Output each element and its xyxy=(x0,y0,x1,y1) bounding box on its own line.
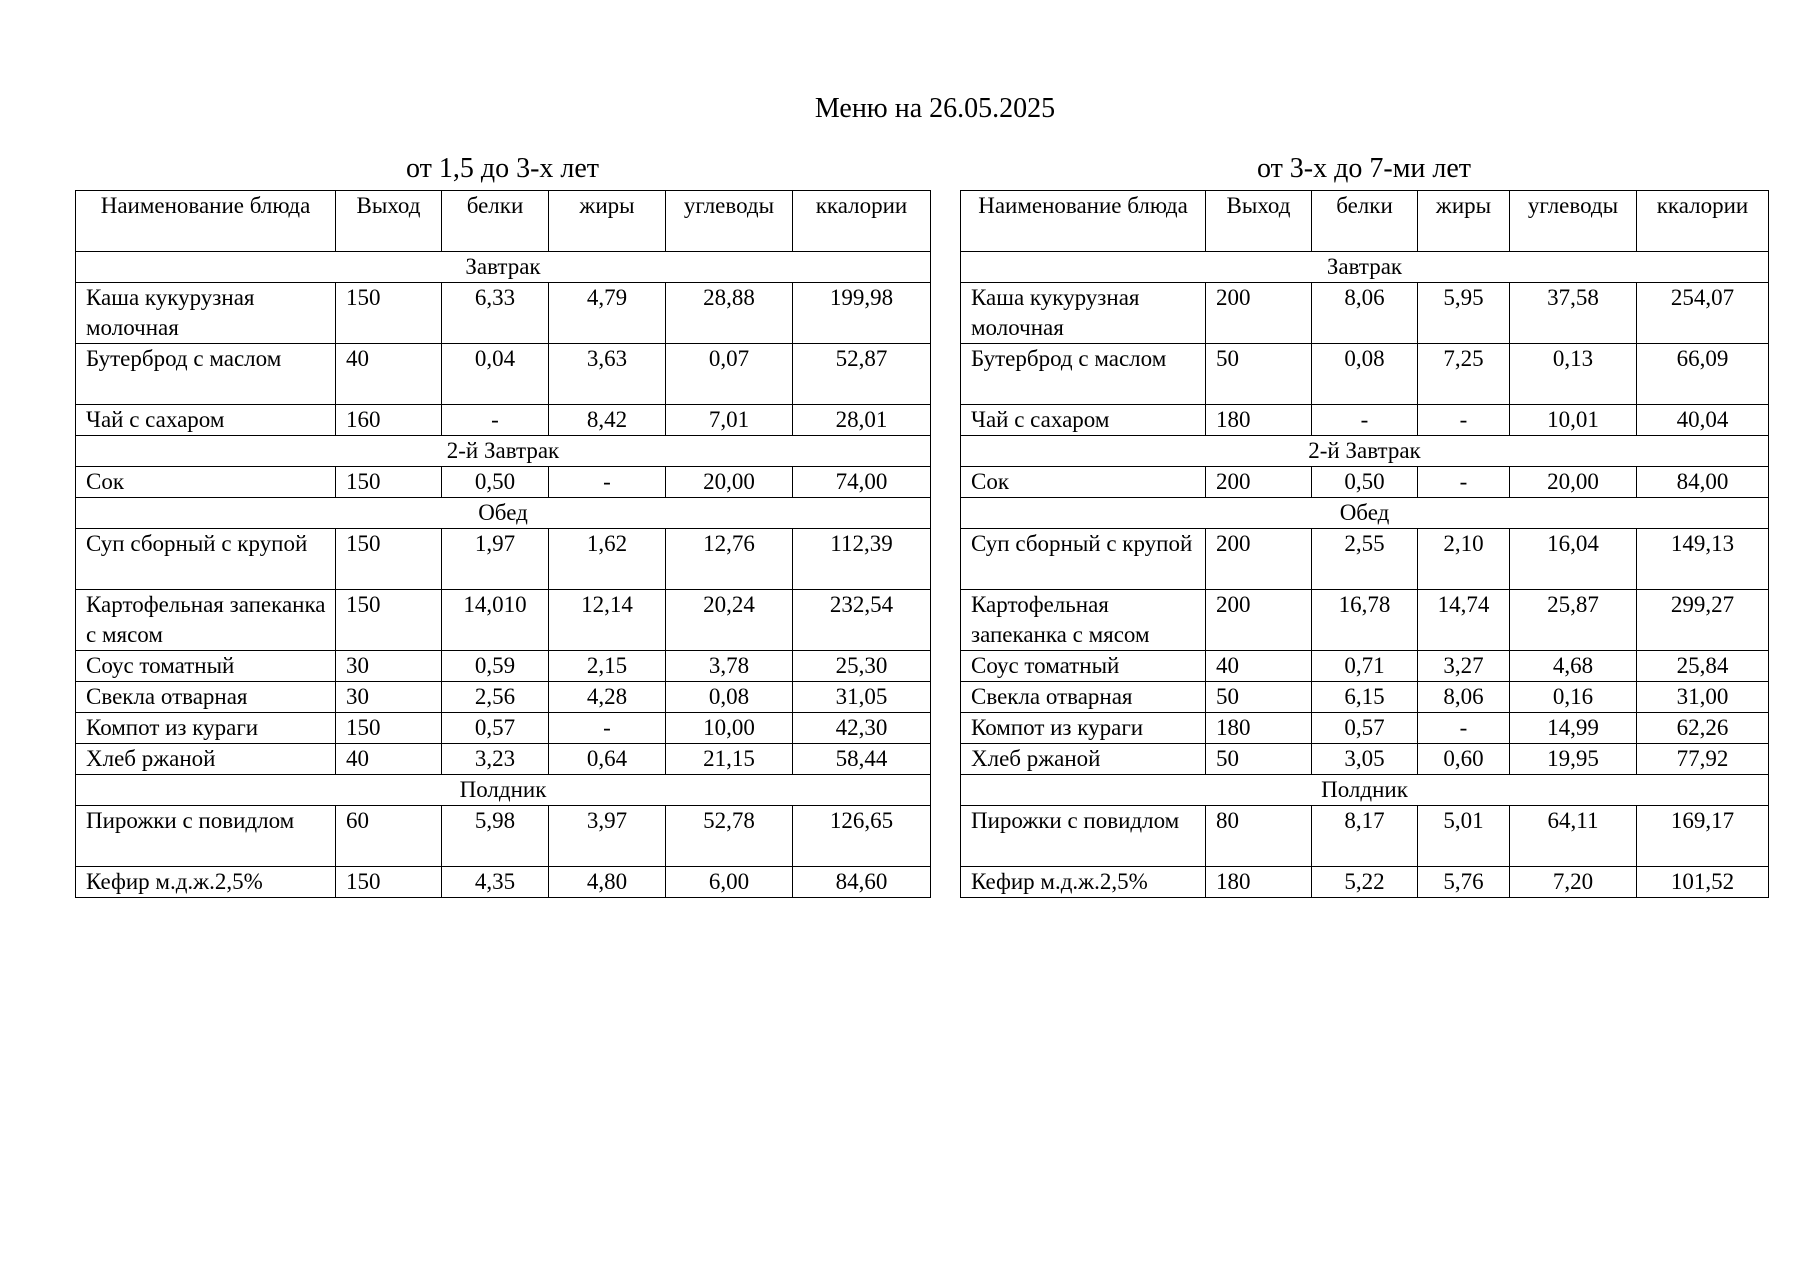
meal-row xyxy=(961,436,1769,467)
dish-proteins: 1,97 xyxy=(442,529,549,590)
dish-name: Сок xyxy=(76,467,336,498)
dish-fats: 1,62 xyxy=(549,529,666,590)
meal-title: Обед xyxy=(961,498,1769,529)
dish-calories: 199,98 xyxy=(793,283,931,344)
dish-calories: 25,30 xyxy=(793,651,931,682)
header-output: Выход xyxy=(1206,191,1312,252)
dish-carbs: 19,95 xyxy=(1510,744,1637,775)
table-row xyxy=(961,651,1769,682)
dish-output: 40 xyxy=(336,744,442,775)
section-title: от 1,5 до 3-х лет xyxy=(405,153,600,184)
dish-fats: - xyxy=(1418,713,1510,744)
dish-proteins: 0,59 xyxy=(442,651,549,682)
dish-output: 200 xyxy=(1206,590,1312,651)
dish-fats: 5,76 xyxy=(1418,867,1510,898)
dish-name: Чай с сахаром xyxy=(76,405,336,436)
dish-carbs: 6,00 xyxy=(666,867,793,898)
table-row xyxy=(76,344,931,405)
dish-carbs: 20,24 xyxy=(666,590,793,651)
table-row xyxy=(76,806,931,867)
dish-output: 200 xyxy=(1206,283,1312,344)
dish-carbs: 37,58 xyxy=(1510,283,1637,344)
section-title: от 3-х до 7-ми лет xyxy=(1256,153,1472,184)
dish-output: 50 xyxy=(1206,344,1312,405)
dish-name: Картофельная запеканка с мясом xyxy=(961,590,1206,651)
dish-calories: 84,60 xyxy=(793,867,931,898)
dish-carbs: 25,87 xyxy=(1510,590,1637,651)
table-row xyxy=(76,529,931,590)
dish-fats: 5,95 xyxy=(1418,283,1510,344)
dish-output: 80 xyxy=(1206,806,1312,867)
header-calories: ккалории xyxy=(1637,191,1769,252)
dish-name: Суп сборный с крупой xyxy=(961,529,1206,590)
header-carbs: углеводы xyxy=(666,191,793,252)
dish-calories: 25,84 xyxy=(1637,651,1769,682)
page-title: Меню на 26.05.2025 xyxy=(814,93,1056,124)
dish-name: Хлеб ржаной xyxy=(961,744,1206,775)
dish-proteins: 6,15 xyxy=(1312,682,1418,713)
meal-title: 2-й Завтрак xyxy=(961,436,1769,467)
dish-output: 150 xyxy=(336,590,442,651)
dish-calories: 149,13 xyxy=(1637,529,1769,590)
dish-proteins: 3,05 xyxy=(1312,744,1418,775)
dish-carbs: 52,78 xyxy=(666,806,793,867)
dish-carbs: 4,68 xyxy=(1510,651,1637,682)
dish-proteins: 2,56 xyxy=(442,682,549,713)
dish-name: Пирожки с повидлом xyxy=(76,806,336,867)
dish-calories: 62,26 xyxy=(1637,713,1769,744)
dish-name: Кефир м.д.ж.2,5% xyxy=(961,867,1206,898)
dish-carbs: 7,01 xyxy=(666,405,793,436)
meal-row xyxy=(76,498,931,529)
meal-row xyxy=(76,436,931,467)
dish-proteins: 0,57 xyxy=(1312,713,1418,744)
dish-proteins: 5,22 xyxy=(1312,867,1418,898)
dish-name: Бутерброд с маслом xyxy=(76,344,336,405)
header-fats: жиры xyxy=(549,191,666,252)
dish-carbs: 0,13 xyxy=(1510,344,1637,405)
dish-calories: 74,00 xyxy=(793,467,931,498)
dish-proteins: 8,06 xyxy=(1312,283,1418,344)
dish-output: 150 xyxy=(336,467,442,498)
dish-proteins: 4,35 xyxy=(442,867,549,898)
dish-calories: 31,05 xyxy=(793,682,931,713)
dish-calories: 112,39 xyxy=(793,529,931,590)
header-row xyxy=(76,191,931,252)
dish-output: 150 xyxy=(336,283,442,344)
dish-fats: - xyxy=(549,713,666,744)
dish-fats: 0,60 xyxy=(1418,744,1510,775)
dish-proteins: 3,23 xyxy=(442,744,549,775)
dish-output: 200 xyxy=(1206,467,1312,498)
dish-name: Картофельная запеканка с мясом xyxy=(76,590,336,651)
dish-proteins: 0,57 xyxy=(442,713,549,744)
dish-calories: 169,17 xyxy=(1637,806,1769,867)
dish-name: Компот из кураги xyxy=(76,713,336,744)
dish-fats: 7,25 xyxy=(1418,344,1510,405)
menu-table xyxy=(75,190,931,898)
table-row xyxy=(961,713,1769,744)
dish-fats: - xyxy=(549,467,666,498)
dish-calories: 299,27 xyxy=(1637,590,1769,651)
dish-fats: 0,64 xyxy=(549,744,666,775)
dish-output: 150 xyxy=(336,867,442,898)
dish-fats: 8,42 xyxy=(549,405,666,436)
dish-output: 50 xyxy=(1206,682,1312,713)
table-row xyxy=(961,405,1769,436)
section-age-1-5-3 xyxy=(75,152,930,898)
dish-output: 30 xyxy=(336,651,442,682)
dish-calories: 52,87 xyxy=(793,344,931,405)
header-fats: жиры xyxy=(1418,191,1510,252)
dish-carbs: 64,11 xyxy=(1510,806,1637,867)
meal-title: Обед xyxy=(76,498,931,529)
dish-calories: 58,44 xyxy=(793,744,931,775)
meal-title: 2-й Завтрак xyxy=(76,436,931,467)
table-row xyxy=(76,682,931,713)
dish-proteins: 14,010 xyxy=(442,590,549,651)
table-row xyxy=(76,405,931,436)
dish-proteins: - xyxy=(442,405,549,436)
dish-carbs: 7,20 xyxy=(1510,867,1637,898)
dish-name: Соус томатный xyxy=(76,651,336,682)
dish-fats: 3,97 xyxy=(549,806,666,867)
dish-calories: 77,92 xyxy=(1637,744,1769,775)
dish-output: 40 xyxy=(336,344,442,405)
dish-proteins: 2,55 xyxy=(1312,529,1418,590)
meal-row xyxy=(76,775,931,806)
dish-name: Чай с сахаром xyxy=(961,405,1206,436)
dish-name: Свекла отварная xyxy=(961,682,1206,713)
dish-name: Пирожки с повидлом xyxy=(961,806,1206,867)
dish-proteins: 0,08 xyxy=(1312,344,1418,405)
section-age-3-7 xyxy=(960,152,1768,898)
dish-fats: 4,28 xyxy=(549,682,666,713)
meal-row xyxy=(76,252,931,283)
dish-output: 160 xyxy=(336,405,442,436)
dish-fats: - xyxy=(1418,467,1510,498)
dish-calories: 126,65 xyxy=(793,806,931,867)
header-name: Наименование блюда xyxy=(961,191,1206,252)
table-row xyxy=(76,590,931,651)
dish-fats: 3,27 xyxy=(1418,651,1510,682)
dish-name: Каша кукурузная молочная xyxy=(961,283,1206,344)
meal-title: Полдник xyxy=(961,775,1769,806)
dish-carbs: 20,00 xyxy=(666,467,793,498)
dish-fats: 5,01 xyxy=(1418,806,1510,867)
dish-fats: 4,80 xyxy=(549,867,666,898)
dish-proteins: 6,33 xyxy=(442,283,549,344)
dish-calories: 232,54 xyxy=(793,590,931,651)
dish-fats: - xyxy=(1418,405,1510,436)
dish-proteins: - xyxy=(1312,405,1418,436)
meal-row xyxy=(961,498,1769,529)
table-row xyxy=(961,682,1769,713)
dish-name: Суп сборный с крупой xyxy=(76,529,336,590)
dish-output: 30 xyxy=(336,682,442,713)
table-row xyxy=(76,467,931,498)
dish-name: Свекла отварная xyxy=(76,682,336,713)
table-row xyxy=(961,867,1769,898)
dish-carbs: 21,15 xyxy=(666,744,793,775)
table-row xyxy=(961,806,1769,867)
table-row xyxy=(76,713,931,744)
dish-fats: 14,74 xyxy=(1418,590,1510,651)
dish-carbs: 12,76 xyxy=(666,529,793,590)
meal-row xyxy=(961,252,1769,283)
dish-output: 180 xyxy=(1206,867,1312,898)
dish-carbs: 20,00 xyxy=(1510,467,1637,498)
dish-carbs: 16,04 xyxy=(1510,529,1637,590)
header-proteins: белки xyxy=(1312,191,1418,252)
dish-proteins: 0,71 xyxy=(1312,651,1418,682)
dish-calories: 254,07 xyxy=(1637,283,1769,344)
dish-proteins: 16,78 xyxy=(1312,590,1418,651)
meal-row xyxy=(961,775,1769,806)
dish-carbs: 10,01 xyxy=(1510,405,1637,436)
table-row xyxy=(76,867,931,898)
table-row xyxy=(961,283,1769,344)
meal-title: Полдник xyxy=(76,775,931,806)
dish-calories: 42,30 xyxy=(793,713,931,744)
dish-calories: 28,01 xyxy=(793,405,931,436)
dish-name: Каша кукурузная молочная xyxy=(76,283,336,344)
dish-name: Сок xyxy=(961,467,1206,498)
dish-calories: 84,00 xyxy=(1637,467,1769,498)
dish-carbs: 0,08 xyxy=(666,682,793,713)
dish-fats: 2,10 xyxy=(1418,529,1510,590)
dish-proteins: 5,98 xyxy=(442,806,549,867)
dish-output: 60 xyxy=(336,806,442,867)
table-row xyxy=(76,744,931,775)
header-row xyxy=(961,191,1769,252)
dish-fats: 12,14 xyxy=(549,590,666,651)
table-row xyxy=(76,651,931,682)
dish-name: Хлеб ржаной xyxy=(76,744,336,775)
dish-name: Компот из кураги xyxy=(961,713,1206,744)
dish-name: Соус томатный xyxy=(961,651,1206,682)
dish-carbs: 0,07 xyxy=(666,344,793,405)
dish-calories: 31,00 xyxy=(1637,682,1769,713)
dish-proteins: 0,50 xyxy=(442,467,549,498)
dish-output: 180 xyxy=(1206,713,1312,744)
table-row xyxy=(76,283,931,344)
header-output: Выход xyxy=(336,191,442,252)
table-row xyxy=(961,529,1769,590)
header-calories: ккалории xyxy=(793,191,931,252)
dish-output: 200 xyxy=(1206,529,1312,590)
dish-calories: 101,52 xyxy=(1637,867,1769,898)
dish-carbs: 0,16 xyxy=(1510,682,1637,713)
table-row xyxy=(961,467,1769,498)
table-row xyxy=(961,590,1769,651)
dish-proteins: 0,04 xyxy=(442,344,549,405)
header-name: Наименование блюда xyxy=(76,191,336,252)
header-carbs: углеводы xyxy=(1510,191,1637,252)
dish-output: 180 xyxy=(1206,405,1312,436)
dish-carbs: 28,88 xyxy=(666,283,793,344)
dish-carbs: 10,00 xyxy=(666,713,793,744)
dish-output: 150 xyxy=(336,713,442,744)
table-row xyxy=(961,744,1769,775)
dish-carbs: 14,99 xyxy=(1510,713,1637,744)
dish-fats: 8,06 xyxy=(1418,682,1510,713)
menu-table xyxy=(960,190,1769,898)
dish-output: 40 xyxy=(1206,651,1312,682)
dish-proteins: 8,17 xyxy=(1312,806,1418,867)
dish-fats: 2,15 xyxy=(549,651,666,682)
meal-title: Завтрак xyxy=(76,252,931,283)
meal-title: Завтрак xyxy=(961,252,1769,283)
header-proteins: белки xyxy=(442,191,549,252)
dish-fats: 4,79 xyxy=(549,283,666,344)
dish-output: 150 xyxy=(336,529,442,590)
dish-name: Бутерброд с маслом xyxy=(961,344,1206,405)
dish-proteins: 0,50 xyxy=(1312,467,1418,498)
dish-fats: 3,63 xyxy=(549,344,666,405)
dish-calories: 66,09 xyxy=(1637,344,1769,405)
table-row xyxy=(961,344,1769,405)
dish-calories: 40,04 xyxy=(1637,405,1769,436)
dish-name: Кефир м.д.ж.2,5% xyxy=(76,867,336,898)
dish-output: 50 xyxy=(1206,744,1312,775)
dish-carbs: 3,78 xyxy=(666,651,793,682)
